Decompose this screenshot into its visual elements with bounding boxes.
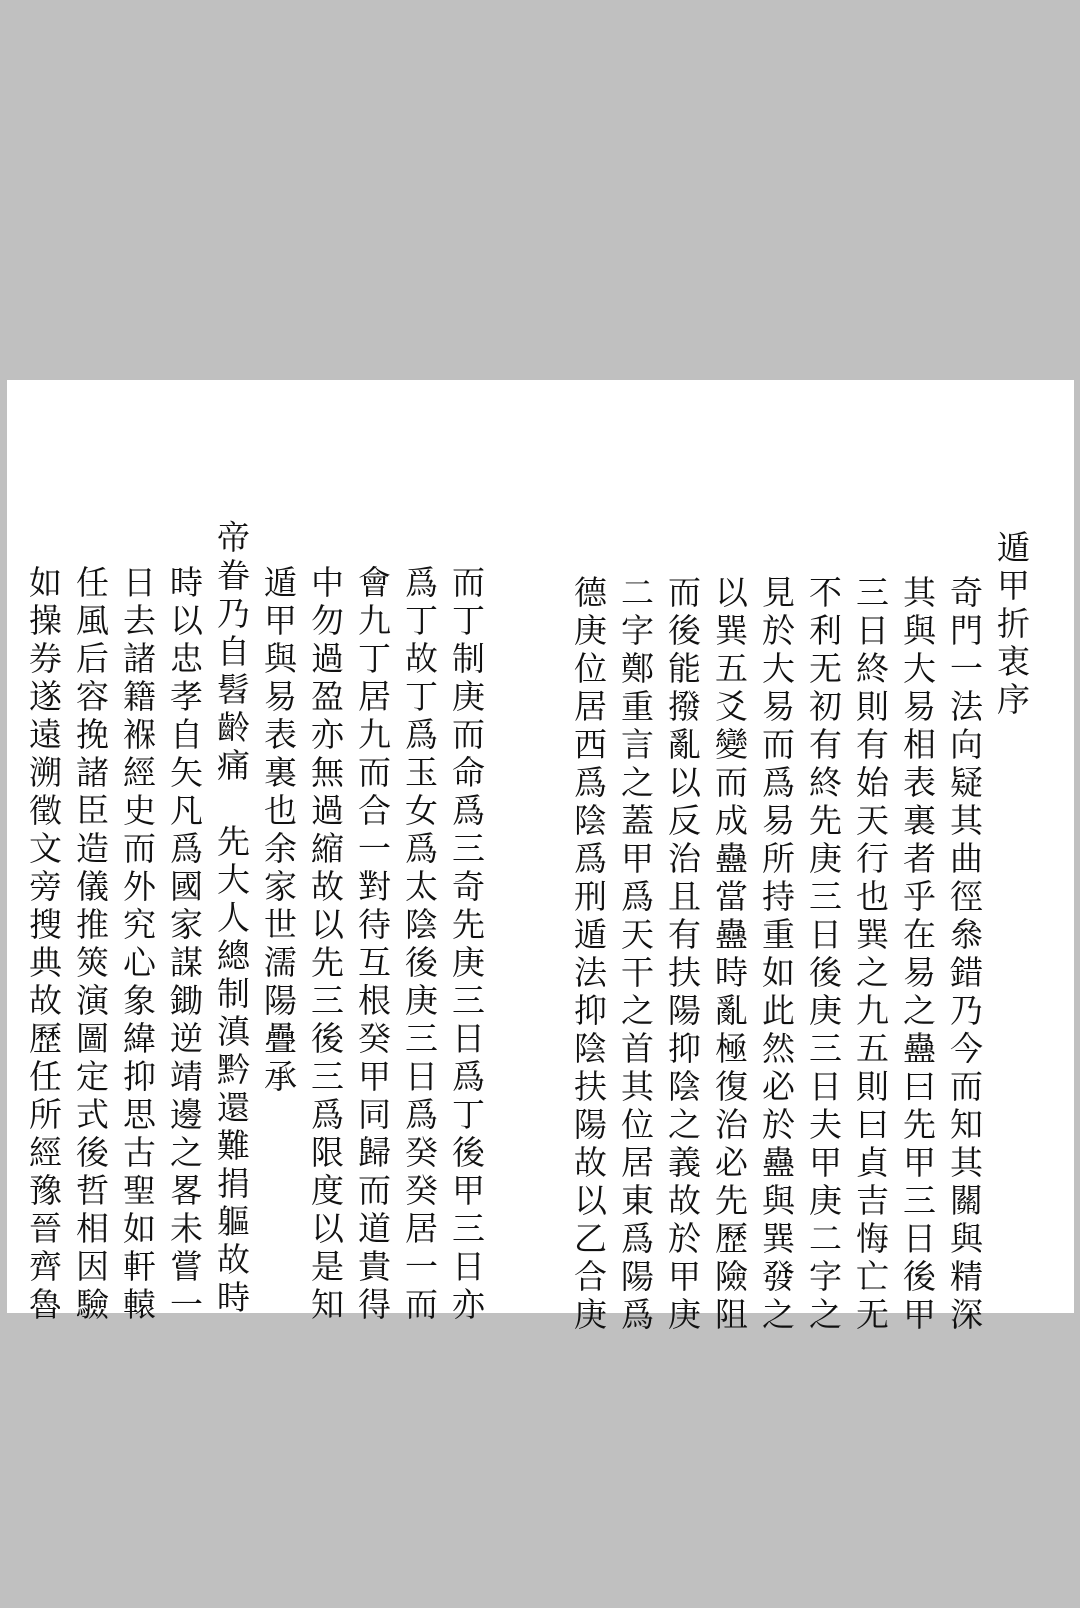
text-column: 如操券遂遠溯徵文旁搜典故歷任所經豫晉齊魯: [24, 565, 63, 1325]
text-column: 見於大易而爲易所持重如此然必於蠱與巽發之: [757, 575, 796, 1335]
text-column: 日去諸籍褓經史而外究心象緯抑思古聖如軒轅: [118, 565, 157, 1325]
text-column: 奇門一法向疑其曲徑叅錯乃今而知其關與精深: [945, 575, 984, 1335]
text-column: 中勿過盈亦無過縮故以先三後三爲限度以是知: [306, 565, 345, 1325]
text-column: 時以忠孝自矢凡爲國家謀鋤逆靖邊之畧未嘗一: [165, 565, 204, 1325]
text-column: 會九丁居九而合一對待互根癸甲同歸而道貴得: [353, 565, 392, 1325]
text-column: 其與大易相表裏者乎在易之蠱曰先甲三日後甲: [898, 575, 937, 1335]
text-column: 三日終則有始天行也巽之九五則曰貞吉悔亡无: [851, 575, 890, 1335]
text-column: 帝眷乃自髫齡痛 先大人總制滇黔還難捐軀故時: [212, 520, 251, 1318]
text-column: 而後能撥亂以反治且有扶陽抑陰之義故於甲庚: [663, 575, 702, 1335]
text-column: 以巽五爻變而成蠱當蠱時亂極復治必先歷險阻: [710, 575, 749, 1335]
text-column: 爲丁故丁爲玉女爲太陰後庚三日爲癸癸居一而: [400, 565, 439, 1325]
book-spread: [7, 380, 1074, 1335]
text-column: 德庚位居西爲陰爲刑遁法抑陰扶陽故以乙合庚: [569, 575, 608, 1335]
text-column: 遁甲與易表裏也余家世濡陽疊承: [259, 565, 298, 1097]
preface-title: 遁甲折衷序: [992, 530, 1031, 720]
text-column: 而丁制庚而命爲三奇先庚三日爲丁後甲三日亦: [447, 565, 486, 1325]
text-column: 不利无初有終先庚三日後庚三日夫甲庚二字之: [804, 575, 843, 1335]
text-column: 任風后容挽諸臣造儀推筴演圖定式後哲相因驗: [71, 565, 110, 1325]
text-column: 二字鄭重言之蓋甲爲天干之首其位居東爲陽爲: [616, 575, 655, 1335]
